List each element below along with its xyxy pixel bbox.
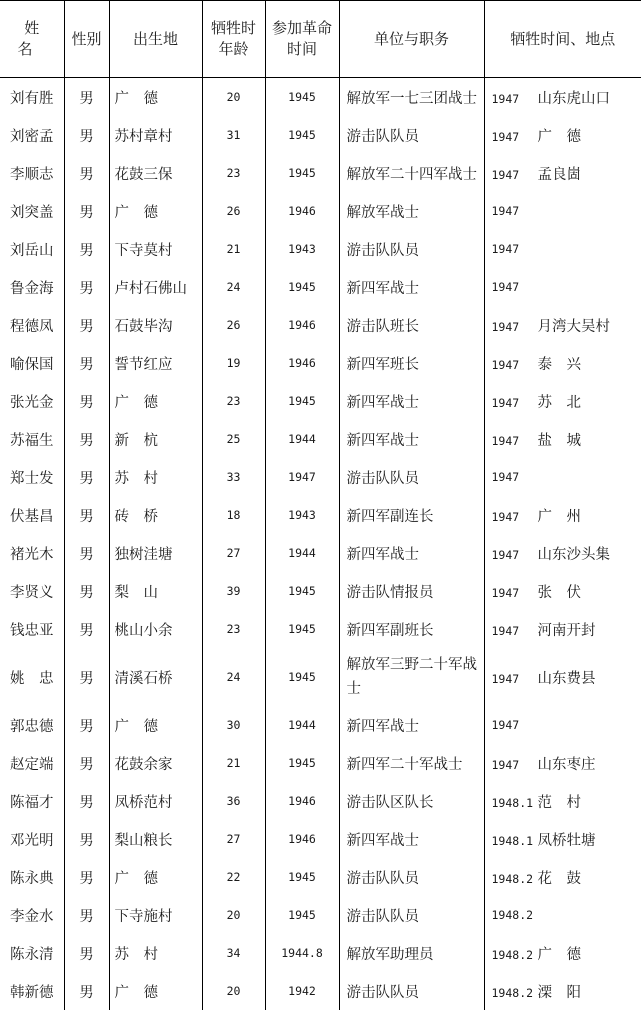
age-cell: 19 xyxy=(202,344,265,382)
age-cell: 23 xyxy=(202,154,265,192)
death-cell xyxy=(484,858,641,896)
sex-cell: 男 xyxy=(64,382,109,420)
death-year: 1947 xyxy=(491,757,520,772)
birthplace-cell: 广德 xyxy=(109,192,202,230)
unit-cell: 新四军战士 xyxy=(339,382,484,420)
sex-cell: 男 xyxy=(64,268,109,306)
join-year-cell: 1945 xyxy=(265,572,339,610)
join-year-cell: 1943 xyxy=(265,496,339,534)
death-year: 1947 xyxy=(491,357,520,372)
birthplace-cell: 凤桥范村 xyxy=(109,782,202,820)
unit-cell: 新四军战士 xyxy=(339,706,484,744)
unit-cell: 游击队队员 xyxy=(339,858,484,896)
death-year: 1947 xyxy=(491,585,520,600)
birthplace-cell: 广德 xyxy=(109,858,202,896)
name-cell: 李顺志 xyxy=(10,166,54,183)
age-cell: 24 xyxy=(202,268,265,306)
header-row xyxy=(0,1,641,78)
birthplace-cell: 新杭 xyxy=(109,420,202,458)
death-year: 1947 xyxy=(491,718,520,732)
sex-cell: 男 xyxy=(64,344,109,382)
join-year-cell: 1944.8 xyxy=(265,934,339,972)
death-place: 孟良崮 xyxy=(537,166,581,183)
name-cell: 苏福生 xyxy=(10,432,54,449)
death-place: 山东枣庄 xyxy=(537,756,596,773)
table-row xyxy=(0,534,641,572)
death-place: 山东费县 xyxy=(537,670,596,687)
death-cell xyxy=(484,782,641,820)
birthplace-cell: 砖桥 xyxy=(109,496,202,534)
death-year: 1947 xyxy=(491,319,520,334)
birthplace-cell: 广德 xyxy=(109,382,202,420)
death-cell xyxy=(484,972,641,1010)
birthplace-cell: 下寺施村 xyxy=(109,896,202,934)
birthplace-cell: 独树洼塘 xyxy=(109,534,202,572)
table-row xyxy=(0,858,641,896)
death-year: 1947 xyxy=(491,623,520,638)
unit-cell: 解放军战士 xyxy=(339,192,484,230)
death-cell xyxy=(484,458,641,496)
name-cell: 钱忠亚 xyxy=(10,622,54,639)
death-cell xyxy=(484,344,641,382)
death-cell xyxy=(484,744,641,782)
sex-cell: 男 xyxy=(64,496,109,534)
join-year-cell: 1942 xyxy=(265,972,339,1010)
join-year-cell: 1946 xyxy=(265,820,339,858)
unit-cell: 游击队队员 xyxy=(339,230,484,268)
death-cell xyxy=(484,192,641,230)
name-cell: 姚忠 xyxy=(10,670,68,687)
death-year: 1947 xyxy=(491,91,520,106)
age-cell: 26 xyxy=(202,192,265,230)
age-cell: 25 xyxy=(202,420,265,458)
death-place: 范村 xyxy=(537,794,596,811)
age-cell: 20 xyxy=(202,896,265,934)
death-year: 1948.2 xyxy=(491,871,534,886)
birthplace-cell: 誓节红应 xyxy=(109,344,202,382)
death-cell xyxy=(484,648,641,706)
death-cell xyxy=(484,572,641,610)
name-cell: 刘密孟 xyxy=(10,128,54,145)
sex-cell: 男 xyxy=(64,458,109,496)
death-cell xyxy=(484,420,641,458)
death-year: 1947 xyxy=(491,547,520,562)
birthplace-cell: 石鼓毕沟 xyxy=(109,306,202,344)
table-row xyxy=(0,820,641,858)
death-cell xyxy=(484,534,641,572)
unit-cell: 解放军助理员 xyxy=(339,934,484,972)
age-cell: 21 xyxy=(202,230,265,268)
birthplace-cell: 苏村章村 xyxy=(109,116,202,154)
birthplace-cell: 清溪石桥 xyxy=(109,648,202,706)
death-year: 1947 xyxy=(491,671,520,686)
join-year-cell: 1945 xyxy=(265,116,339,154)
unit-cell: 解放军一七三团战士 xyxy=(339,78,484,117)
death-cell xyxy=(484,154,641,192)
sex-cell: 男 xyxy=(64,306,109,344)
death-year: 1948.1 xyxy=(491,795,534,810)
age-cell: 23 xyxy=(202,610,265,648)
unit-cell: 新四军班长 xyxy=(339,344,484,382)
join-year-cell: 1945 xyxy=(265,154,339,192)
table-row xyxy=(0,230,641,268)
death-place: 盐城 xyxy=(537,432,596,449)
death-cell xyxy=(484,306,641,344)
table-row xyxy=(0,744,641,782)
unit-cell: 游击队队员 xyxy=(339,116,484,154)
table-row xyxy=(0,344,641,382)
age-cell: 20 xyxy=(202,78,265,117)
unit-cell: 游击队区队长 xyxy=(339,782,484,820)
birthplace-cell: 广德 xyxy=(109,706,202,744)
birthplace-cell: 广德 xyxy=(109,78,202,117)
unit-cell: 新四军副连长 xyxy=(339,496,484,534)
birthplace-cell: 下寺莫村 xyxy=(109,230,202,268)
header-death: 牺牲时间、地点 xyxy=(484,1,641,78)
age-cell: 33 xyxy=(202,458,265,496)
death-place: 花鼓 xyxy=(537,870,596,887)
name-cell: 张光金 xyxy=(10,394,54,411)
name-cell: 程德凤 xyxy=(10,318,54,335)
table-row xyxy=(0,78,641,117)
age-cell: 23 xyxy=(202,382,265,420)
sex-cell: 男 xyxy=(64,192,109,230)
age-cell: 34 xyxy=(202,934,265,972)
death-place: 泰兴 xyxy=(537,356,596,373)
header-unit: 单位与职务 xyxy=(339,1,484,78)
sex-cell: 男 xyxy=(64,896,109,934)
death-year: 1947 xyxy=(491,433,520,448)
table-row xyxy=(0,648,641,706)
sex-cell: 男 xyxy=(64,782,109,820)
table-row xyxy=(0,116,641,154)
death-place: 山东虎山口 xyxy=(537,90,610,107)
sex-cell: 男 xyxy=(64,572,109,610)
death-cell xyxy=(484,230,641,268)
table-row xyxy=(0,610,641,648)
birthplace-cell: 桃山小余 xyxy=(109,610,202,648)
join-year-cell: 1945 xyxy=(265,744,339,782)
age-cell: 24 xyxy=(202,648,265,706)
sex-cell: 男 xyxy=(64,154,109,192)
birthplace-cell: 梨山 xyxy=(109,572,202,610)
sex-cell: 男 xyxy=(64,648,109,706)
birthplace-cell: 花鼓余家 xyxy=(109,744,202,782)
join-year-cell: 1945 xyxy=(265,648,339,706)
age-cell: 27 xyxy=(202,534,265,572)
age-cell: 18 xyxy=(202,496,265,534)
sex-cell: 男 xyxy=(64,610,109,648)
table-row xyxy=(0,782,641,820)
join-year-cell: 1945 xyxy=(265,382,339,420)
death-year: 1948.1 xyxy=(491,833,534,848)
table-row xyxy=(0,572,641,610)
death-year: 1947 xyxy=(491,129,520,144)
birthplace-cell: 广德 xyxy=(109,972,202,1010)
sex-cell: 男 xyxy=(64,78,109,117)
death-place: 张伏 xyxy=(537,584,596,601)
join-year-cell: 1946 xyxy=(265,306,339,344)
death-cell xyxy=(484,382,641,420)
header-sex: 性别 xyxy=(64,1,109,78)
death-cell xyxy=(484,820,641,858)
death-cell xyxy=(484,78,641,117)
unit-cell: 游击队队员 xyxy=(339,458,484,496)
join-year-cell: 1945 xyxy=(265,268,339,306)
death-year: 1947 xyxy=(491,280,520,294)
unit-cell: 解放军二十四军战士 xyxy=(339,154,484,192)
table-row xyxy=(0,154,641,192)
death-year: 1947 xyxy=(491,509,520,524)
sex-cell: 男 xyxy=(64,706,109,744)
join-year-cell: 1943 xyxy=(265,230,339,268)
death-year: 1947 xyxy=(491,204,520,218)
death-cell xyxy=(484,116,641,154)
header-age: 牺牲时年龄 xyxy=(202,1,265,78)
unit-cell: 游击队班长 xyxy=(339,306,484,344)
unit-cell: 新四军战士 xyxy=(339,534,484,572)
name-cell: 褚光木 xyxy=(10,546,54,563)
death-place: 广德 xyxy=(537,946,596,963)
death-place: 广德 xyxy=(537,128,596,145)
name-cell: 鲁金海 xyxy=(10,280,54,297)
table-row xyxy=(0,268,641,306)
death-cell xyxy=(484,934,641,972)
table-row xyxy=(0,896,641,934)
name-cell: 喻保国 xyxy=(10,356,54,373)
sex-cell: 男 xyxy=(64,534,109,572)
name-cell: 郑士发 xyxy=(10,470,54,487)
age-cell: 26 xyxy=(202,306,265,344)
birthplace-cell: 花鼓三保 xyxy=(109,154,202,192)
unit-cell: 解放军三野二十军战士 xyxy=(339,648,484,706)
sex-cell: 男 xyxy=(64,420,109,458)
unit-cell: 新四军二十军战士 xyxy=(339,744,484,782)
join-year-cell: 1944 xyxy=(265,706,339,744)
birthplace-cell: 苏村 xyxy=(109,934,202,972)
name-cell: 邓光明 xyxy=(10,832,54,849)
name-cell: 陈永典 xyxy=(10,870,54,887)
sex-cell: 男 xyxy=(64,972,109,1010)
birthplace-cell: 卢村石佛山 xyxy=(109,268,202,306)
name-cell: 李贤义 xyxy=(10,584,54,601)
age-cell: 22 xyxy=(202,858,265,896)
age-cell: 30 xyxy=(202,706,265,744)
death-cell xyxy=(484,706,641,744)
join-year-cell: 1945 xyxy=(265,858,339,896)
sex-cell: 男 xyxy=(64,230,109,268)
header-join-year: 参加革命时间 xyxy=(265,1,339,78)
unit-cell: 新四军副班长 xyxy=(339,610,484,648)
join-year-cell: 1946 xyxy=(265,344,339,382)
table-row xyxy=(0,972,641,1010)
age-cell: 27 xyxy=(202,820,265,858)
death-year: 1947 xyxy=(491,242,520,256)
unit-cell: 新四军战士 xyxy=(339,268,484,306)
death-place: 苏北 xyxy=(537,394,596,411)
age-cell: 31 xyxy=(202,116,265,154)
death-place: 月湾大吴村 xyxy=(537,318,610,335)
header-birthplace: 出生地 xyxy=(109,1,202,78)
table-row xyxy=(0,706,641,744)
table-row xyxy=(0,192,641,230)
death-place: 溧阳 xyxy=(537,984,596,1001)
join-year-cell: 1946 xyxy=(265,192,339,230)
death-cell xyxy=(484,268,641,306)
name-cell: 刘突盖 xyxy=(10,204,54,221)
birthplace-cell: 梨山粮长 xyxy=(109,820,202,858)
join-year-cell: 1945 xyxy=(265,896,339,934)
sex-cell: 男 xyxy=(64,858,109,896)
table-row xyxy=(0,934,641,972)
death-place: 山东沙头集 xyxy=(537,546,610,563)
table-row xyxy=(0,458,641,496)
sex-cell: 男 xyxy=(64,934,109,972)
join-year-cell: 1946 xyxy=(265,782,339,820)
death-place: 凤桥牡塘 xyxy=(537,832,596,849)
age-cell: 21 xyxy=(202,744,265,782)
join-year-cell: 1945 xyxy=(265,610,339,648)
name-cell: 伏基昌 xyxy=(10,508,54,525)
table-row xyxy=(0,306,641,344)
death-cell xyxy=(484,610,641,648)
name-cell: 刘有胜 xyxy=(10,90,54,107)
sex-cell: 男 xyxy=(64,820,109,858)
name-cell: 韩新德 xyxy=(10,984,54,1001)
join-year-cell: 1945 xyxy=(265,78,339,117)
unit-cell: 游击队队员 xyxy=(339,972,484,1010)
table-row xyxy=(0,420,641,458)
sex-cell: 男 xyxy=(64,744,109,782)
death-cell xyxy=(484,896,641,934)
table-row xyxy=(0,496,641,534)
age-cell: 20 xyxy=(202,972,265,1010)
death-year: 1948.2 xyxy=(491,947,534,962)
unit-cell: 新四军战士 xyxy=(339,420,484,458)
name-cell: 刘岳山 xyxy=(10,242,54,259)
death-year: 1948.2 xyxy=(491,985,534,1000)
death-place: 河南开封 xyxy=(537,622,596,639)
age-cell: 36 xyxy=(202,782,265,820)
birthplace-cell: 苏村 xyxy=(109,458,202,496)
death-cell xyxy=(484,496,641,534)
table-row xyxy=(0,382,641,420)
death-year: 1947 xyxy=(491,167,520,182)
name-cell: 李金水 xyxy=(10,908,54,925)
join-year-cell: 1947 xyxy=(265,458,339,496)
unit-cell: 游击队情报员 xyxy=(339,572,484,610)
header-name: 姓名 xyxy=(0,1,64,78)
join-year-cell: 1944 xyxy=(265,420,339,458)
death-year: 1947 xyxy=(491,395,520,410)
death-place: 广州 xyxy=(537,508,596,525)
join-year-cell: 1944 xyxy=(265,534,339,572)
age-cell: 39 xyxy=(202,572,265,610)
name-cell: 陈永清 xyxy=(10,946,54,963)
sex-cell: 男 xyxy=(64,116,109,154)
death-year: 1947 xyxy=(491,470,520,484)
unit-cell: 游击队队员 xyxy=(339,896,484,934)
name-cell: 陈福才 xyxy=(10,794,54,811)
name-cell: 郭忠德 xyxy=(10,718,54,735)
death-year: 1948.2 xyxy=(491,908,534,922)
name-cell: 赵定端 xyxy=(10,756,54,773)
unit-cell: 新四军战士 xyxy=(339,820,484,858)
